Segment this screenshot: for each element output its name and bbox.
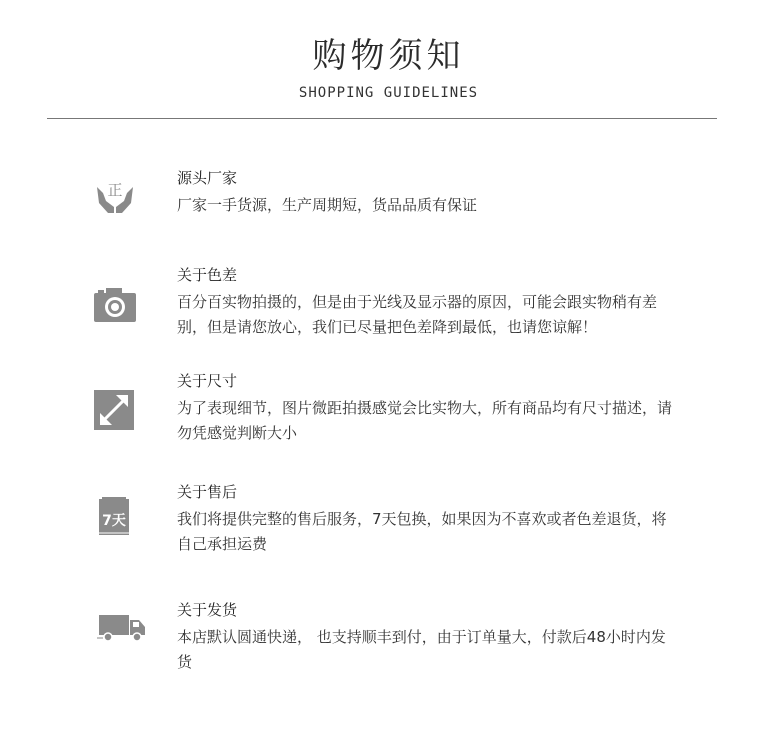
- page-title: 购物须知: [312, 36, 465, 76]
- delivery-truck-icon: [97, 605, 149, 651]
- section-text: 百分百实物拍摄的，但是由于光线及显示器的原因，可能会跟实物稍有差别，但是请您放心，我们已尽量把色差降到最低，也请您谅解！: [177, 293, 658, 336]
- section-text: 厂家一手货源，生产周期短，货品品质有保证: [177, 196, 478, 214]
- section-text: 我们将提供完整的售后服务，7天包换，如果因为不喜欢或者色差退货，将自己承担运费: [177, 510, 667, 553]
- header-divider: [47, 118, 717, 119]
- seven-day-label: 7天: [102, 513, 126, 529]
- section-text: 本店默认圆通快递， 也支持顺丰到付，由于订单量大，付款后48小时内发货: [177, 628, 666, 671]
- section-heading: 关于发货: [177, 601, 238, 619]
- section-text: 为了表现细节，图片微距拍摄感觉会比实物大，所有商品均有尺寸描述，请勿凭感觉判断大小: [177, 399, 673, 442]
- section-heading: 关于尺寸: [177, 372, 238, 390]
- section-heading: 关于售后: [177, 483, 238, 501]
- camera-icon: [92, 282, 138, 328]
- seven-day-calendar-icon: [92, 493, 138, 539]
- section-heading: 源头厂家: [177, 169, 238, 187]
- svg-text:正: 正: [107, 181, 123, 199]
- genuine-hands-icon: [92, 173, 138, 219]
- page-subtitle: SHOPPING GUIDELINES: [298, 85, 479, 101]
- resize-arrow-icon: [92, 388, 138, 434]
- section-heading: 关于色差: [177, 266, 238, 284]
